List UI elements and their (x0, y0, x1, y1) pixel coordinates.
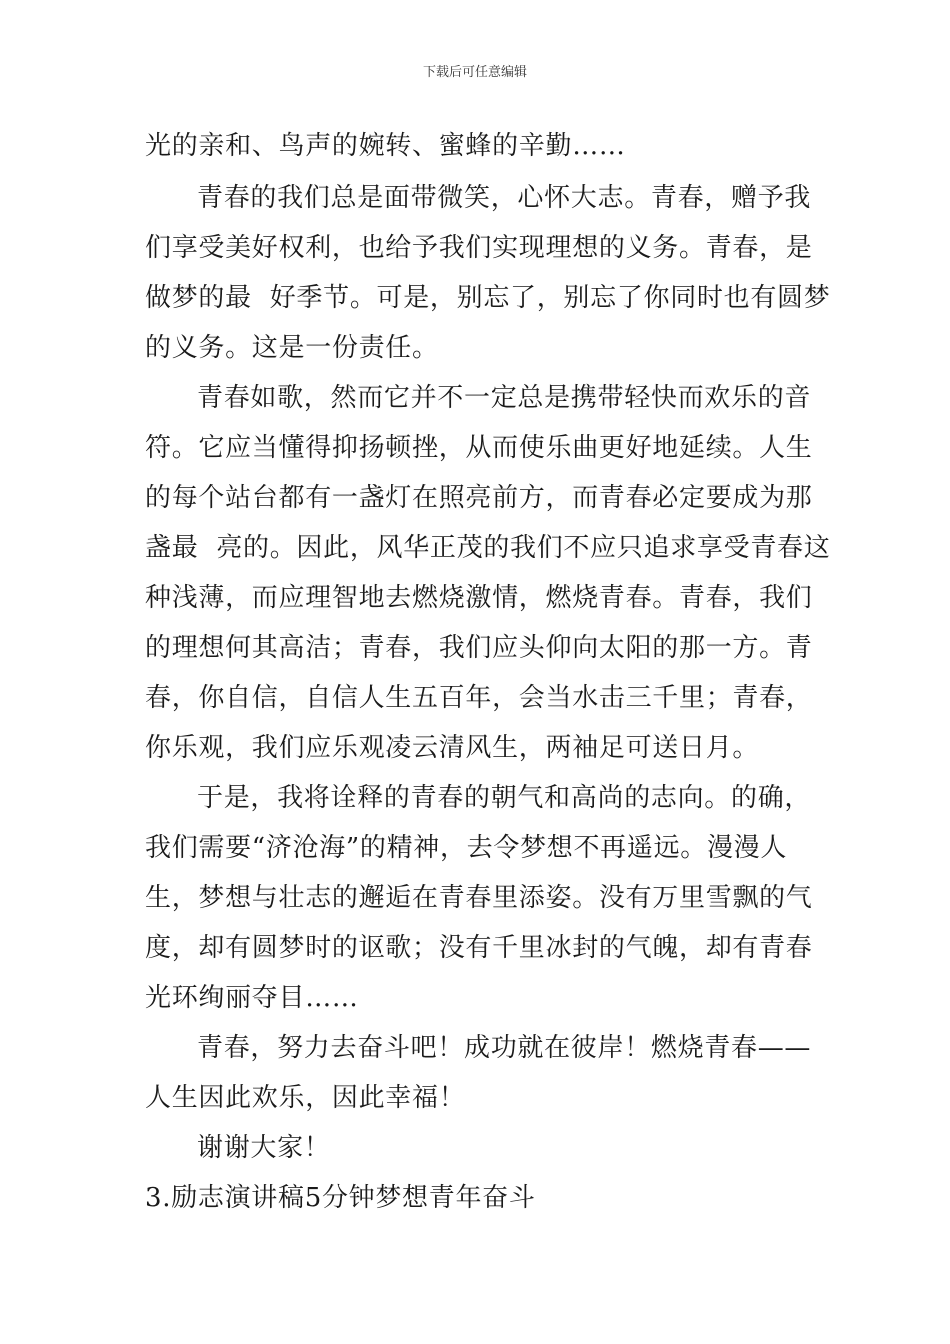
body-line: 你乐观，我们应乐观凌云清风生，两袖足可送日月。 (145, 733, 760, 763)
body-line: 光环绚丽夺目…… (145, 983, 359, 1013)
body-line: 我们需要“济沧海”的精神，去令梦想不再遥远。漫漫人 (145, 833, 788, 863)
body-line: 们享受美好权利，也给予我们实现理想的义务。青春，是 (145, 233, 813, 263)
body-line: 度，却有圆梦时的讴歌；没有千里冰封的气魄，却有青春 (145, 933, 813, 963)
paragraph-first-line: 青春的我们总是面带微笑，心怀大志。青春，赠予我 (197, 183, 812, 213)
body-line: 做梦的最 好季节。可是，别忘了，别忘了你同时也有圆梦 (145, 283, 831, 313)
page-header: 下载后可任意编辑 (422, 65, 527, 80)
section-heading: 3.励志演讲稿5分钟梦想青年奋斗 (145, 1183, 536, 1213)
body-line: 的理想何其高洁；青春，我们应头仰向太阳的那一方。青 (145, 633, 813, 663)
body-line: 符。它应当懂得抑扬顿挫，从而使乐曲更好地延续。人生 (145, 433, 813, 463)
paragraph-first-line: 青春，努力去奋斗吧！成功就在彼岸！燃烧青春—— (197, 1033, 812, 1063)
body-line: 种浅薄，而应理智地去燃烧激情，燃烧青春。青春，我们 (145, 583, 813, 613)
paragraph-first-line: 于是，我将诠释的青春的朝气和高尚的志向。的确， (197, 783, 812, 813)
body-line: 人生因此欢乐，因此幸福！ (145, 1083, 466, 1113)
body-line: 的每个站台都有一盏灯在照亮前方，而青春必定要成为那 (145, 483, 813, 513)
paragraph-first-line: 青春如歌，然而它并不一定总是携带轻快而欢乐的音 (197, 383, 812, 413)
body-line: 生，梦想与壮志的邂逅在青春里添姿。没有万里雪飘的气 (145, 883, 813, 913)
body-line: 的义务。这是一份责任。 (145, 333, 439, 363)
body-line: 盏最 亮的。因此，风华正茂的我们不应只追求享受青春这 (145, 533, 831, 563)
body-line: 光的亲和、鸟声的婉转、蜜蜂的辛勤…… (145, 131, 626, 161)
closing-line: 谢谢大家！ (197, 1133, 331, 1163)
body-line: 春，你自信，自信人生五百年，会当水击三千里；青春， (145, 683, 813, 713)
